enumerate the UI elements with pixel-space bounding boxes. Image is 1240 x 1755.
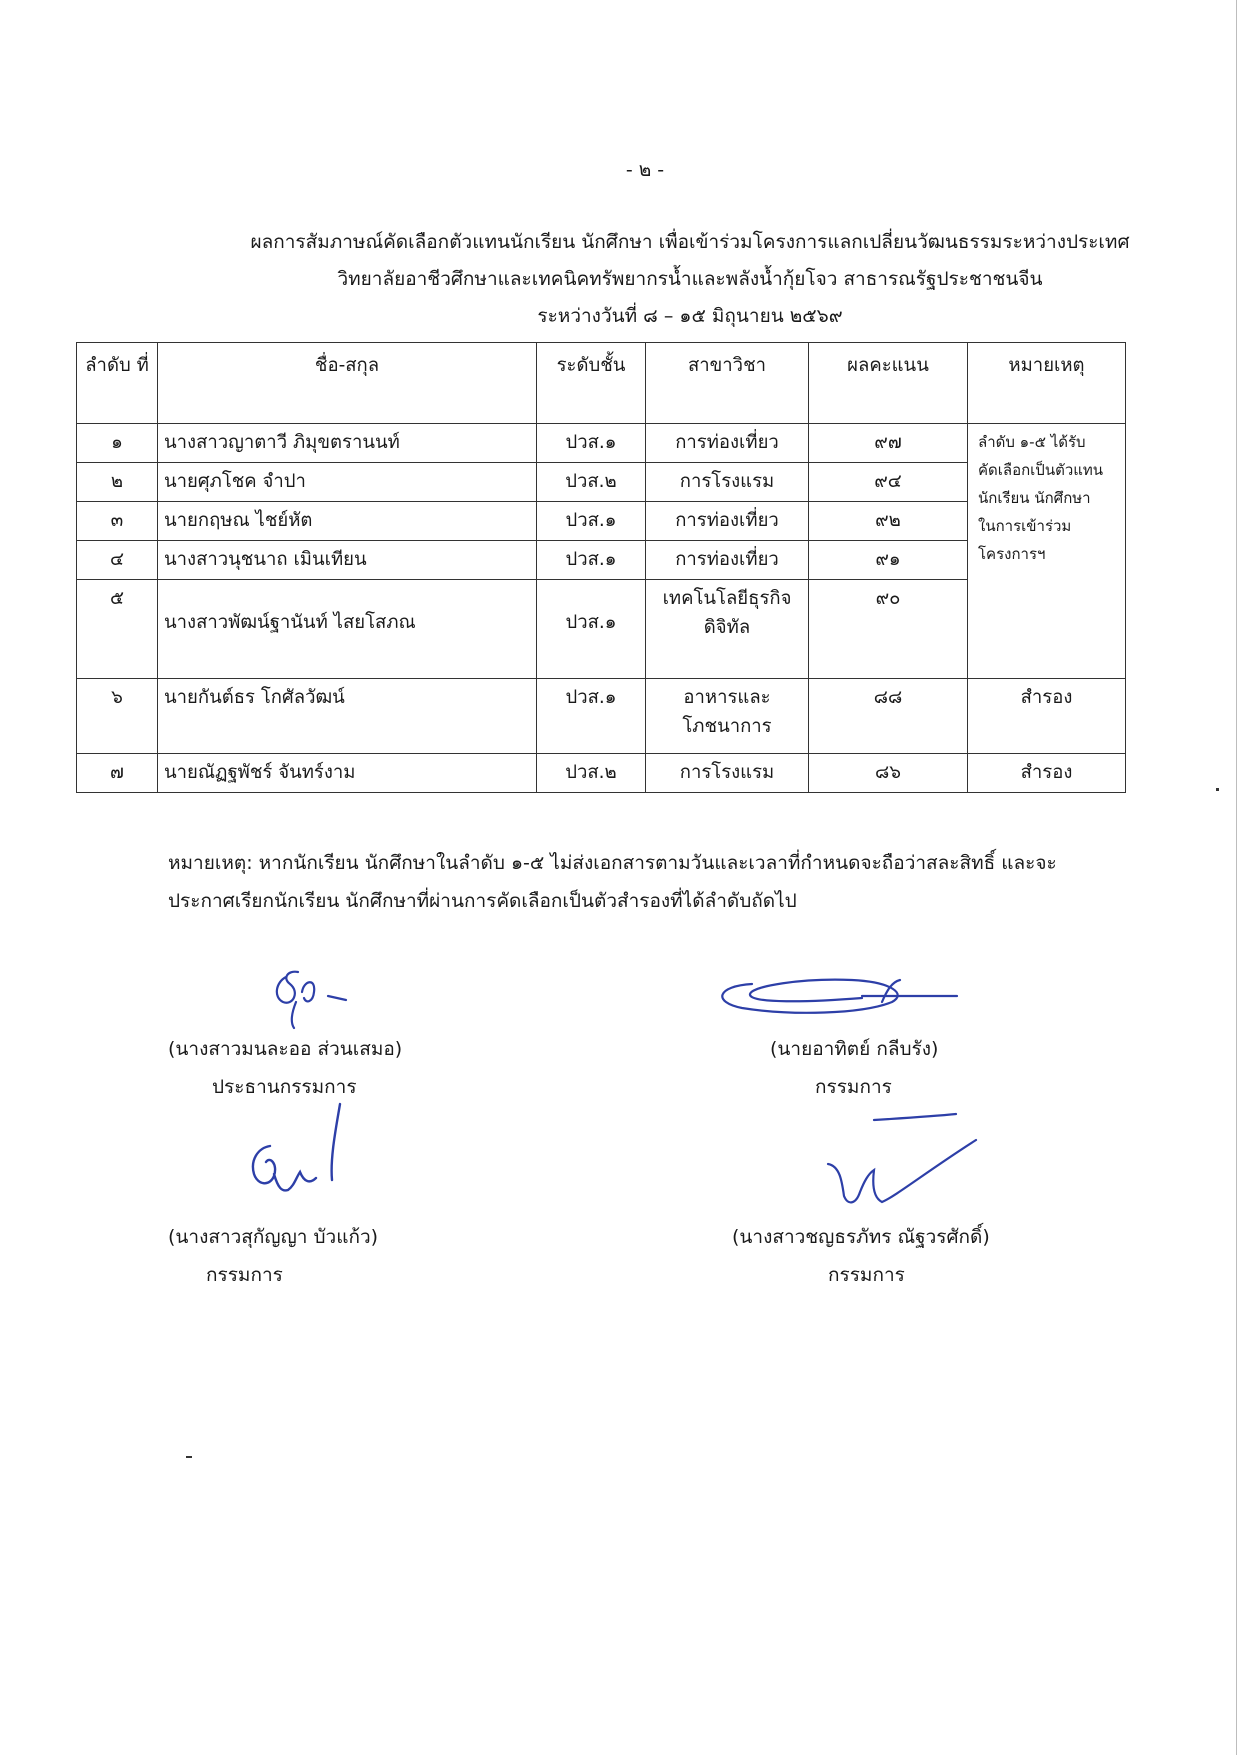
header-score: ผลคะแนน xyxy=(809,343,968,424)
merged-remark-line: ลำดับ ๑-๕ ได้รับ xyxy=(978,433,1086,451)
row-no: ๑ xyxy=(77,424,158,463)
signatory-role: กรรมการ xyxy=(828,1264,905,1286)
table-header-row xyxy=(77,343,1126,424)
row-score: ๘๘ xyxy=(809,679,968,754)
row-no: ๖ xyxy=(77,679,158,754)
signatory-name: (นายอาทิตย์ กลีบรัง) xyxy=(770,1038,939,1060)
merged-remark-line: ในการเข้าร่วม xyxy=(978,517,1072,535)
merged-remark-line: โครงการฯ xyxy=(978,545,1046,563)
table-row xyxy=(77,679,1126,754)
merged-remark-line: นักเรียน นักศึกษา xyxy=(978,489,1091,507)
row-level: ปวส.๑ xyxy=(537,541,646,580)
scan-speck xyxy=(1216,788,1219,791)
signatory-role: กรรมการ xyxy=(206,1264,283,1286)
signatory-name: (นางสาวชญธรภัทร ณัฐวรศักดิ์) xyxy=(732,1226,990,1248)
row-major: การท่องเที่ยว xyxy=(646,502,809,541)
row-no: ๕ xyxy=(77,580,158,679)
note-line-1: หมายเหตุ: หากนักเรียน นักศึกษาในลำดับ ๑-๕ ไม่ส่งเอกสารตามวันและเวลาที่กำหนดจะถือว่าสละสิทธิ์ และจะ xyxy=(168,852,1057,874)
signature-1 xyxy=(268,962,388,1032)
row-name: นายณัฏฐพัชร์ จันทร์งาม xyxy=(158,754,537,793)
row-score: ๙๑ xyxy=(809,541,968,580)
row-name: นายกฤษณ ไชย์หัต xyxy=(158,502,537,541)
row-major-line: โภชนาการ xyxy=(682,716,772,737)
row-score: ๙๗ xyxy=(809,424,968,463)
header-major: สาขาวิชา xyxy=(646,343,809,424)
row-major xyxy=(646,580,809,679)
header-level: ระดับชั้น xyxy=(537,343,646,424)
row-name: นางสาวนุชนาถ เมินเทียน xyxy=(158,541,537,580)
row-level: ปวส.๑ xyxy=(537,424,646,463)
row-level: ปวส.๒ xyxy=(537,463,646,502)
header-no: ลำดับ ที่ xyxy=(77,343,158,424)
table-row xyxy=(77,754,1126,793)
document-title-line-1: ผลการสัมภาษณ์คัดเลือกตัวแทนนักเรียน นักศึกษา เพื่อเข้าร่วมโครงการแลกเปลี่ยนวัฒนธรรมระหว่างประเทศ xyxy=(250,231,1130,253)
results-table xyxy=(76,342,1126,793)
page-number: - ๒ - xyxy=(625,159,665,181)
row-score: ๙๔ xyxy=(809,463,968,502)
header-remark: หมายเหตุ xyxy=(968,343,1126,424)
signatory-role: กรรมการ xyxy=(815,1076,892,1098)
row-name: นายกันต์ธร โกศัลวัฒน์ xyxy=(158,679,537,754)
document-title-line-2: วิทยาลัยอาชีวศึกษาและเทคนิคทรัพยากรน้ำและพลังน้ำกุ้ยโจว สาธารณรัฐประชาชนจีน xyxy=(337,268,1043,290)
row-remark: สำรอง xyxy=(968,679,1126,754)
header-name: ชื่อ-สกุล xyxy=(158,343,537,424)
signatory-name: (นางสาวสุกัญญา บัวแก้ว) xyxy=(168,1226,379,1248)
row-name: นางสาวญาตาวี ภิมุขตรานนท์ xyxy=(158,424,537,463)
scan-speck xyxy=(186,1456,192,1458)
row-no: ๓ xyxy=(77,502,158,541)
row-score: ๙๒ xyxy=(809,502,968,541)
row-level: ปวส.๑ xyxy=(537,502,646,541)
signature-3 xyxy=(240,1098,380,1208)
row-level: ปวส.๒ xyxy=(537,754,646,793)
row-score: ๘๖ xyxy=(809,754,968,793)
row-major xyxy=(646,679,809,754)
row-major: การโรงแรม xyxy=(646,463,809,502)
signatory-role: ประธานกรรมการ xyxy=(212,1076,357,1098)
row-no: ๗ xyxy=(77,754,158,793)
row-name: นางสาวพัฒน์ฐานันท์ ไสยโสภณ xyxy=(158,580,537,679)
signature-2 xyxy=(712,972,962,1022)
row-score: ๙๐ xyxy=(809,580,968,679)
signature-4 xyxy=(816,1112,1006,1212)
row-major-line: อาหารและ xyxy=(683,687,771,708)
row-level: ปวส.๑ xyxy=(537,580,646,679)
row-major-line: เทคโนโลยีธุรกิจ xyxy=(662,588,792,609)
row-major-line: ดิจิทัล xyxy=(703,617,751,638)
row-name: นายศุภโชค จำปา xyxy=(158,463,537,502)
row-remark: สำรอง xyxy=(968,754,1126,793)
signatory-name: (นางสาวมนละออ ส่วนเสมอ) xyxy=(168,1038,403,1060)
row-major: การท่องเที่ยว xyxy=(646,424,809,463)
row-level: ปวส.๑ xyxy=(537,679,646,754)
row-no: ๒ xyxy=(77,463,158,502)
note-line-2: ประกาศเรียกนักเรียน นักศึกษาที่ผ่านการคัดเลือกเป็นตัวสำรองที่ได้ลำดับถัดไป xyxy=(168,890,797,912)
row-no: ๔ xyxy=(77,541,158,580)
merged-remark-line: คัดเลือกเป็นตัวแทน xyxy=(978,461,1104,479)
document-title-line-3: ระหว่างวันที่ ๘ – ๑๕ มิถุนายน ๒๕๖๙ xyxy=(537,305,843,327)
merged-remark xyxy=(968,424,1126,679)
scan-edge-line xyxy=(1236,0,1237,1755)
row-major: การโรงแรม xyxy=(646,754,809,793)
row-major: การท่องเที่ยว xyxy=(646,541,809,580)
table-row xyxy=(77,424,1126,463)
